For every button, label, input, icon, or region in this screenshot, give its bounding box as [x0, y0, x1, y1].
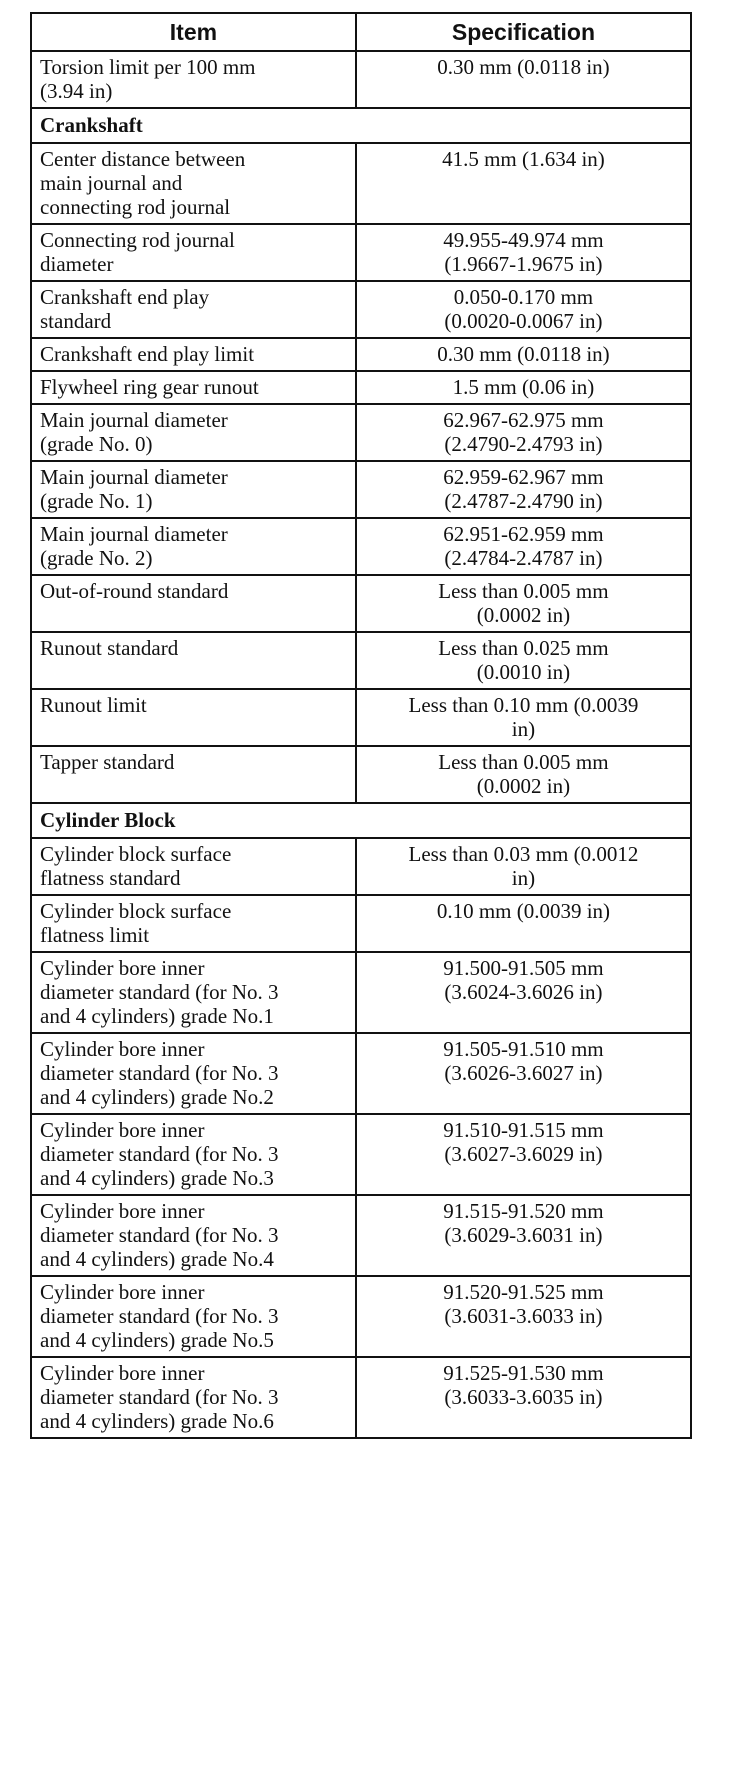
section-title: Cylinder Block	[31, 803, 691, 838]
specification-cell	[356, 51, 691, 108]
table-row	[31, 224, 691, 281]
specification-cell	[356, 838, 691, 895]
item-text-line: Cylinder block surface	[40, 899, 232, 923]
item-text-line: diameter	[40, 252, 114, 276]
specification-text-line: Less than 0.03 mm (0.0012	[408, 842, 639, 866]
item-text-line: and 4 cylinders) grade No.5	[40, 1328, 274, 1352]
table-row	[31, 1276, 691, 1357]
item-cell	[31, 1195, 356, 1276]
table-row	[31, 281, 691, 338]
specification-text-line: Less than 0.025 mm	[438, 636, 609, 660]
specification-cell	[356, 1357, 691, 1438]
item-text-line: Crankshaft end play limit	[40, 342, 255, 366]
item-text-line: main journal and	[40, 171, 183, 195]
item-cell	[31, 1033, 356, 1114]
item-text-line: Connecting rod journal	[40, 228, 235, 252]
specification-text-line: (3.6031-3.6033 in)	[444, 1304, 603, 1328]
item-text-line: flatness standard	[40, 866, 181, 890]
item-text-line: Tapper standard	[40, 750, 175, 774]
specification-cell	[356, 689, 691, 746]
item-cell	[31, 746, 356, 803]
specification-text-line: 91.500-91.505 mm	[443, 956, 604, 980]
item-text-line: Flywheel ring gear runout	[40, 375, 259, 399]
item-text-line: Out-of-round standard	[40, 579, 229, 603]
item-text-line: Runout standard	[40, 636, 179, 660]
specification-text-line: 0.30 mm (0.0118 in)	[437, 55, 610, 79]
item-cell	[31, 689, 356, 746]
item-text-line: and 4 cylinders) grade No.6	[40, 1409, 274, 1433]
specification-cell	[356, 281, 691, 338]
table-row	[31, 371, 691, 404]
table-row	[31, 575, 691, 632]
item-cell	[31, 224, 356, 281]
item-text-line: diameter standard (for No. 3	[40, 1385, 279, 1409]
item-text-line: (grade No. 1)	[40, 489, 153, 513]
item-text-line: Cylinder bore inner	[40, 1280, 205, 1304]
item-text-line: Cylinder bore inner	[40, 1037, 205, 1061]
table-row	[31, 1357, 691, 1438]
specification-cell	[356, 371, 691, 404]
specification-text-line: 62.951-62.959 mm	[443, 522, 604, 546]
table-row	[31, 51, 691, 108]
specification-text-line: 41.5 mm (1.634 in)	[442, 147, 605, 171]
specification-cell	[356, 575, 691, 632]
table-row	[31, 338, 691, 371]
specification-table	[30, 12, 692, 1439]
specification-text-line: (0.0010 in)	[476, 660, 571, 684]
specification-cell	[356, 143, 691, 224]
table-row	[31, 1033, 691, 1114]
specification-text-line: (3.6024-3.6026 in)	[444, 980, 603, 1004]
specification-text-line: (3.6033-3.6035 in)	[444, 1385, 603, 1409]
specification-text-line: 62.967-62.975 mm	[443, 408, 604, 432]
specification-text-line: 91.505-91.510 mm	[443, 1037, 604, 1061]
specification-text-line: 91.515-91.520 mm	[443, 1199, 604, 1223]
table-row	[31, 1195, 691, 1276]
specification-cell	[356, 895, 691, 952]
specification-cell	[356, 952, 691, 1033]
specification-text-line: 0.10 mm (0.0039 in)	[436, 899, 611, 923]
item-text-line: Torsion limit per 100 mm	[40, 55, 256, 79]
item-cell	[31, 1357, 356, 1438]
item-cell	[31, 632, 356, 689]
specification-text-line: 91.520-91.525 mm	[443, 1280, 604, 1304]
item-cell	[31, 404, 356, 461]
specification-text-line: (2.4787-2.4790 in)	[444, 489, 603, 513]
item-cell	[31, 1276, 356, 1357]
specification-text-line: (3.6029-3.6031 in)	[444, 1223, 603, 1247]
specification-text-line: (3.6026-3.6027 in)	[444, 1061, 603, 1085]
table-row	[31, 404, 691, 461]
item-text-line: Main journal diameter	[40, 465, 228, 489]
item-text-line: (3.94 in)	[40, 79, 113, 103]
item-cell	[31, 143, 356, 224]
specification-text-line: 62.959-62.967 mm	[443, 465, 604, 489]
specification-text-line: 49.955-49.974 mm	[443, 228, 604, 252]
item-cell	[31, 461, 356, 518]
item-text-line: and 4 cylinders) grade No.1	[40, 1004, 274, 1028]
item-text-line: Main journal diameter	[40, 408, 228, 432]
item-text-line: Runout limit	[40, 693, 147, 717]
table-row	[31, 952, 691, 1033]
column-header-item: Item	[31, 13, 356, 51]
table-header-row	[31, 13, 691, 51]
specification-text-line: (2.4784-2.4787 in)	[444, 546, 603, 570]
item-cell	[31, 51, 356, 108]
specification-cell	[356, 1195, 691, 1276]
specification-text-line: (0.0002 in)	[476, 603, 571, 627]
specification-cell	[356, 1276, 691, 1357]
item-text-line: (grade No. 0)	[40, 432, 153, 456]
specification-text-line: in)	[511, 717, 536, 741]
table-body	[31, 51, 691, 1438]
section-title: Crankshaft	[31, 108, 691, 143]
table-row	[31, 689, 691, 746]
specification-text-line: 0.050-0.170 mm	[453, 285, 594, 309]
specification-text-line: (0.0002 in)	[476, 774, 571, 798]
specification-text-line: in)	[511, 866, 536, 890]
specification-text-line: Less than 0.005 mm	[438, 579, 609, 603]
item-text-line: standard	[40, 309, 112, 333]
item-text-line: diameter standard (for No. 3	[40, 980, 279, 1004]
item-text-line: Cylinder bore inner	[40, 1199, 205, 1223]
item-cell	[31, 575, 356, 632]
item-text-line: diameter standard (for No. 3	[40, 1142, 279, 1166]
item-text-line: Cylinder bore inner	[40, 956, 205, 980]
item-cell	[31, 281, 356, 338]
item-text-line: (grade No. 2)	[40, 546, 153, 570]
section-header-row	[31, 803, 691, 838]
specification-text-line: (0.0020-0.0067 in)	[444, 309, 603, 333]
item-cell	[31, 371, 356, 404]
item-text-line: connecting rod journal	[40, 195, 231, 219]
item-text-line: flatness limit	[40, 923, 150, 947]
item-text-line: diameter standard (for No. 3	[40, 1304, 279, 1328]
specification-cell	[356, 518, 691, 575]
item-text-line: Cylinder bore inner	[40, 1118, 205, 1142]
specification-cell	[356, 746, 691, 803]
specification-text-line: (2.4790-2.4793 in)	[444, 432, 603, 456]
item-text-line: Center distance between	[40, 147, 246, 171]
item-text-line: Cylinder bore inner	[40, 1361, 205, 1385]
table-row	[31, 461, 691, 518]
item-text-line: diameter standard (for No. 3	[40, 1061, 279, 1085]
item-text-line: and 4 cylinders) grade No.3	[40, 1166, 274, 1190]
specification-text-line: 91.510-91.515 mm	[443, 1118, 604, 1142]
item-text-line: Main journal diameter	[40, 522, 228, 546]
specification-cell	[356, 224, 691, 281]
specification-text-line: Less than 0.005 mm	[438, 750, 609, 774]
table-row	[31, 143, 691, 224]
specification-cell	[356, 1114, 691, 1195]
specification-text-line: (3.6027-3.6029 in)	[444, 1142, 603, 1166]
item-cell	[31, 338, 356, 371]
item-cell	[31, 895, 356, 952]
specification-text-line: (1.9667-1.9675 in)	[444, 252, 603, 276]
column-header-specification: Specification	[356, 13, 691, 51]
table-row	[31, 838, 691, 895]
specification-cell	[356, 404, 691, 461]
specification-cell	[356, 632, 691, 689]
specification-cell	[356, 338, 691, 371]
item-cell	[31, 1114, 356, 1195]
item-text-line: diameter standard (for No. 3	[40, 1223, 279, 1247]
table-row	[31, 518, 691, 575]
specification-text-line: 91.525-91.530 mm	[443, 1361, 604, 1385]
item-text-line: Crankshaft end play	[40, 285, 210, 309]
specification-cell	[356, 1033, 691, 1114]
table-row	[31, 1114, 691, 1195]
specification-cell	[356, 461, 691, 518]
table-row	[31, 632, 691, 689]
specification-text-line: 1.5 mm (0.06 in)	[452, 375, 595, 399]
table-row	[31, 895, 691, 952]
item-cell	[31, 838, 356, 895]
specification-text-line: 0.30 mm (0.0118 in)	[437, 342, 610, 366]
item-text-line: and 4 cylinders) grade No.4	[40, 1247, 274, 1271]
item-text-line: Cylinder block surface	[40, 842, 232, 866]
item-cell	[31, 952, 356, 1033]
specification-text-line: Less than 0.10 mm (0.0039	[408, 693, 639, 717]
section-header-row	[31, 108, 691, 143]
item-cell	[31, 518, 356, 575]
item-text-line: and 4 cylinders) grade No.2	[40, 1085, 274, 1109]
table-row	[31, 746, 691, 803]
